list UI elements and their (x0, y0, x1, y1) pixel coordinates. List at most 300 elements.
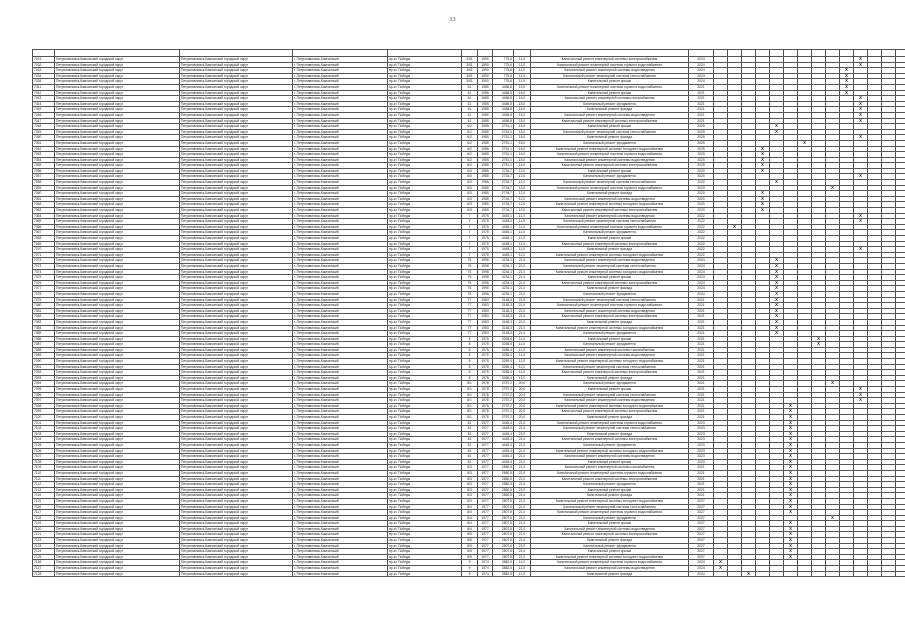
work-type-cell: Капитальный ремонт инженерной системы теплоснабжения (531, 392, 689, 398)
city-cell: г. Петропавловск-Камчатский (293, 409, 388, 415)
period-cell: 2024 (689, 269, 714, 275)
mark-cell: X (784, 470, 798, 476)
floors-cell: 11,0 (514, 342, 531, 348)
row-id-cell: 7103 (33, 431, 55, 437)
row-id-cell: 7064 (33, 213, 55, 219)
year-built-cell: 1975 (478, 336, 493, 342)
settlement-cell: Петропавловск-Камчатский городской округ (180, 409, 293, 415)
street-cell: пр-кт. Победы (388, 448, 462, 454)
period-cell: 2023 (689, 420, 714, 426)
column-header (180, 50, 293, 57)
street-cell: пр-кт. Победы (388, 163, 462, 169)
district-cell: Петропавловск-Камчатский городской округ (55, 566, 180, 572)
district-cell: Петропавловск-Камчатский городской округ (55, 168, 180, 174)
district-cell: Петропавловск-Камчатский городской округ (55, 448, 180, 454)
row-id-cell: 7124 (33, 549, 55, 555)
row-id-cell: 7106 (33, 448, 55, 454)
mark-cell: X (756, 208, 770, 214)
area-cell: 775,6 (493, 79, 514, 85)
column-header (531, 50, 689, 57)
settlement-cell: Петропавловск-Камчатский городской округ (180, 347, 293, 353)
house-number-cell: 7 (462, 241, 478, 247)
house-number-cell: 75 (462, 280, 478, 286)
period-cell: 2027 (689, 510, 714, 516)
work-type-cell: Капитальный ремонт инженерной системы теплоснабжения (531, 504, 689, 510)
mark-cell: X (770, 325, 784, 331)
district-cell: Петропавловск-Камчатский городской округ (55, 375, 180, 381)
settlement-cell: Петропавловск-Камчатский городской округ (180, 185, 293, 191)
house-number-cell: 61 (462, 112, 478, 118)
period-cell: 2021 (689, 398, 714, 404)
year-built-cell: 1985 (478, 174, 493, 180)
mark-cell: X (854, 96, 868, 102)
city-cell: г. Петропавловск-Камчатский (293, 448, 388, 454)
floors-cell: 21,0 (514, 454, 531, 460)
mark-cell: X (784, 532, 798, 538)
street-cell: пр-кт. Победы (388, 353, 462, 359)
period-cell: 2020 (689, 191, 714, 197)
row-id-cell: 7093 (33, 375, 55, 381)
year-built-cell: 1974 (478, 560, 493, 566)
mark-cell: X (770, 331, 784, 337)
mark-cell (770, 571, 784, 577)
street-cell: пр-кт. Победы (388, 515, 462, 521)
settlement-cell: Петропавловск-Камчатский городской округ (180, 370, 293, 376)
city-cell: г. Петропавловск-Камчатский (293, 196, 388, 202)
year-built-cell: 1977 (478, 470, 493, 476)
row-id-cell: 7098 (33, 403, 55, 409)
district-cell: Петропавловск-Камчатский городской округ (55, 219, 180, 225)
street-cell: пр-кт. Победы (388, 269, 462, 275)
column-header (840, 50, 854, 57)
settlement-cell: Петропавловск-Камчатский городской округ (180, 84, 293, 90)
column-header (55, 50, 180, 57)
house-number-cell: 8/5 (462, 554, 478, 560)
area-cell: 2807,6 (493, 521, 514, 527)
district-cell: Петропавловск-Камчатский городской округ (55, 571, 180, 577)
row-id-cell: 7125 (33, 554, 55, 560)
period-cell: 2027 (689, 532, 714, 538)
period-cell: 2024 (689, 280, 714, 286)
district-cell: Петропавловск-Камчатский городской округ (55, 347, 180, 353)
row-id-cell: 7059 (33, 185, 55, 191)
city-cell: г. Петропавловск-Камчатский (293, 510, 388, 516)
year-built-cell: 1998 (478, 269, 493, 275)
mark-cell: X (854, 387, 868, 393)
work-type-cell: Капитальный ремонт инженерной системы холодного водоснабжения (531, 269, 689, 275)
district-cell: Петропавловск-Камчатский городской округ (55, 157, 180, 163)
work-type-cell: Капитальный ремонт инженерной системы горячего водоснабжения (531, 224, 689, 230)
floors-cell: 21,0 (514, 291, 531, 297)
district-cell: Петропавловск-Камчатский городской округ (55, 526, 180, 532)
work-type-cell: Капитальный ремонт инженерной системы теплоснабжения (531, 73, 689, 79)
area-cell: 4234,1 (493, 275, 514, 281)
city-cell: г. Петропавловск-Камчатский (293, 342, 388, 348)
year-built-cell: 1975 (478, 359, 493, 365)
mark-cell: X (812, 336, 826, 342)
period-cell: 2021 (689, 325, 714, 331)
settlement-cell: Петропавловск-Камчатский городской округ (180, 403, 293, 409)
floors-cell: 21,0 (514, 487, 531, 493)
street-cell: пр-кт. Победы (388, 504, 462, 510)
settlement-cell: Петропавловск-Камчатский городской округ (180, 331, 293, 337)
period-cell: 2021 (689, 112, 714, 118)
floors-cell: 20,0 (514, 415, 531, 421)
mark-cell (826, 571, 840, 577)
area-cell: 2734,7 (493, 168, 514, 174)
settlement-cell: Петропавловск-Камчатский городской округ (180, 157, 293, 163)
district-cell: Петропавловск-Камчатский городской округ (55, 336, 180, 342)
floors-cell: 20,0 (514, 381, 531, 387)
area-cell: 4445,1 (493, 241, 514, 247)
area-cell: 4445,4 (493, 454, 514, 460)
area-cell: 2757,2 (493, 387, 514, 393)
period-cell: 2022 (689, 236, 714, 242)
mark-cell (882, 571, 896, 577)
street-cell: пр-кт. Победы (388, 532, 462, 538)
row-id-cell: 7069 (33, 241, 55, 247)
mark-cell: X (770, 275, 784, 281)
city-cell: г. Петропавловск-Камчатский (293, 437, 388, 443)
area-cell: 775,6 (493, 73, 514, 79)
row-id-cell: 7065 (33, 219, 55, 225)
period-cell: 2024 (689, 275, 714, 281)
floors-cell: 21,0 (514, 459, 531, 465)
district-cell: Петропавловск-Камчатский городской округ (55, 79, 180, 85)
floors-cell: 20,0 (514, 387, 531, 393)
row-id-cell: 7078 (33, 291, 55, 297)
district-cell: Петропавловск-Камчатский городской округ (55, 252, 180, 258)
row-id-cell: 7120 (33, 526, 55, 532)
period-cell: 2027 (689, 554, 714, 560)
city-cell: г. Петропавловск-Камчатский (293, 319, 388, 325)
year-built-cell: 1977 (478, 526, 493, 532)
district-cell: Петропавловск-Камчатский городской округ (55, 84, 180, 90)
mark-cell: X (784, 543, 798, 549)
city-cell: г. Петропавловск-Камчатский (293, 398, 388, 404)
row-id-cell: 7049 (33, 129, 55, 135)
area-cell: 2807,6 (493, 504, 514, 510)
city-cell: г. Петропавловск-Камчатский (293, 325, 388, 331)
mark-cell: X (770, 319, 784, 325)
work-type-cell: Капитальный ремонт инженерной системы электроснабжения (531, 476, 689, 482)
street-cell: пр-кт. Победы (388, 437, 462, 443)
street-cell: пр-кт. Победы (388, 415, 462, 421)
row-id-cell: 7082 (33, 314, 55, 320)
district-cell: Петропавловск-Камчатский городской округ (55, 213, 180, 219)
year-built-cell: 1983 (478, 331, 493, 337)
work-type-cell: Капитальный ремонт инженерной системы газоснабжения (531, 465, 689, 471)
period-cell: 2021 (689, 470, 714, 476)
period-cell: 2021 (689, 359, 714, 365)
area-cell: 3265,4 (493, 364, 514, 370)
district-cell: Петропавловск-Камчатский городской округ (55, 280, 180, 286)
city-cell: г. Петропавловск-Камчатский (293, 454, 388, 460)
district-cell: Петропавловск-Камчатский городской округ (55, 342, 180, 348)
floors-cell: 11,0 (514, 213, 531, 219)
row-id-cell: 7056 (33, 168, 55, 174)
city-cell: г. Петропавловск-Камчатский (293, 303, 388, 309)
mark-cell: X (770, 269, 784, 275)
street-cell: пр-кт. Победы (388, 258, 462, 264)
settlement-cell: Петропавловск-Камчатский городской округ (180, 482, 293, 488)
area-cell: 2850,5 (493, 476, 514, 482)
district-cell: Петропавловск-Камчатский городской округ (55, 129, 180, 135)
mark-cell: X (826, 381, 840, 387)
house-number-cell: 6/3 (462, 168, 478, 174)
house-number-cell: 3/б1 (462, 79, 478, 85)
floors-cell: 21,0 (514, 476, 531, 482)
mark-cell: X (784, 554, 798, 560)
year-built-cell: 1977 (478, 476, 493, 482)
district-cell: Петропавловск-Камчатский городской округ (55, 498, 180, 504)
street-cell: пр-кт. Победы (388, 208, 462, 214)
table-body (33, 57, 905, 577)
year-built-cell: 1977 (478, 431, 493, 437)
settlement-cell: Петропавловск-Камчатский городской округ (180, 493, 293, 499)
period-cell: 2021 (689, 487, 714, 493)
city-cell: г. Петропавловск-Камчатский (293, 364, 388, 370)
year-built-cell: 1975 (478, 236, 493, 242)
period-cell: 2022 (689, 230, 714, 236)
work-type-cell: Капитальный ремонт инженерной системы водоотведения (531, 112, 689, 118)
city-cell: г. Петропавловск-Камчатский (293, 515, 388, 521)
city-cell: г. Петропавловск-Камчатский (293, 219, 388, 225)
year-built-cell: 1975 (478, 342, 493, 348)
work-type-cell: Капитальный ремонт инженерной системы теплоснабжения (531, 129, 689, 135)
period-cell: 2023 (689, 442, 714, 448)
settlement-cell: Петропавловск-Камчатский городской округ (180, 152, 293, 158)
area-cell: 2751,1 (493, 135, 514, 141)
house-number-cell: 3/б1 (462, 57, 478, 63)
row-id-cell: 7127 (33, 566, 55, 572)
work-type-cell: Капитальный ремонт крыши (531, 79, 689, 85)
house-number-cell: 7 (462, 213, 478, 219)
floors-cell: 21,0 (514, 521, 531, 527)
floors-cell: 21,0 (514, 504, 531, 510)
settlement-cell: Петропавловск-Камчатский городской округ (180, 521, 293, 527)
district-cell: Петропавловск-Камчатский городской округ (55, 493, 180, 499)
district-cell: Петропавловск-Камчатский городской округ (55, 174, 180, 180)
area-cell: 3882,5 (493, 566, 514, 572)
city-cell: г. Петропавловск-Камчатский (293, 543, 388, 549)
house-number-cell: 61 (462, 101, 478, 107)
year-built-cell: 1977 (478, 448, 493, 454)
city-cell: г. Петропавловск-Камчатский (293, 118, 388, 124)
year-built-cell: 1977 (478, 437, 493, 443)
settlement-cell: Петропавловск-Камчатский городской округ (180, 258, 293, 264)
year-built-cell: 1977 (478, 549, 493, 555)
mark-cell: X (854, 219, 868, 225)
settlement-cell: Петропавловск-Камчатский городской округ (180, 196, 293, 202)
floors-cell: 21,0 (514, 258, 531, 264)
street-cell: пр-кт. Победы (388, 459, 462, 465)
period-cell: 2025 (689, 124, 714, 130)
city-cell: г. Петропавловск-Камчатский (293, 470, 388, 476)
work-type-cell: Капитальный ремонт инженерной системы теплоснабжения (531, 263, 689, 269)
settlement-cell: Петропавловск-Камчатский городской округ (180, 269, 293, 275)
house-number-cell: 7 (462, 230, 478, 236)
settlement-cell: Петропавловск-Камчатский городской округ (180, 146, 293, 152)
floors-cell: 21,0 (514, 543, 531, 549)
row-id-cell: 7094 (33, 381, 55, 387)
street-cell: пр-кт. Победы (388, 213, 462, 219)
city-cell: г. Петропавловск-Камчатский (293, 79, 388, 85)
house-number-cell: 6/2 (462, 146, 478, 152)
street-cell: пр-кт. Победы (388, 510, 462, 516)
city-cell: г. Петропавловск-Камчатский (293, 252, 388, 258)
district-cell: Петропавловск-Камчатский городской округ (55, 107, 180, 113)
street-cell: пр-кт. Победы (388, 482, 462, 488)
row-id-cell: 7032 (33, 62, 55, 68)
settlement-cell: Петропавловск-Камчатский городской округ (180, 90, 293, 96)
year-built-cell: 1990 (478, 73, 493, 79)
settlement-cell: Петропавловск-Камчатский городской округ (180, 515, 293, 521)
street-cell: пр-кт. Победы (388, 90, 462, 96)
work-type-cell: Капитальный ремонт инженерной системы теплоснабжения (531, 364, 689, 370)
period-cell: 2024 (689, 62, 714, 68)
area-cell: 2757,2 (493, 398, 514, 404)
year-built-cell: 1975 (478, 213, 493, 219)
row-id-cell: 7046 (33, 112, 55, 118)
column-header (478, 50, 493, 57)
floors-cell: 11,0 (514, 336, 531, 342)
floors-cell: 15,0 (514, 96, 531, 102)
area-cell: 3148,3 (493, 325, 514, 331)
mark-cell: X (784, 431, 798, 437)
year-built-cell: 1977 (478, 498, 493, 504)
work-type-cell: Капитальный ремонт фундамента (531, 331, 689, 337)
mark-cell: X (770, 291, 784, 297)
house-number-cell: 8/1 (462, 381, 478, 387)
area-cell: 4234,1 (493, 286, 514, 292)
settlement-cell: Петропавловск-Камчатский городской округ (180, 101, 293, 107)
floors-cell: 21,0 (514, 465, 531, 471)
house-number-cell: 6/3 (462, 185, 478, 191)
work-type-cell: Капитальный ремонт инженерной системы теплоснабжения (531, 426, 689, 432)
settlement-cell: Петропавловск-Камчатский городской округ (180, 526, 293, 532)
area-cell: 4445,4 (493, 426, 514, 432)
floors-cell: 12,0 (514, 191, 531, 197)
district-cell: Петропавловск-Камчатский городской округ (55, 325, 180, 331)
mark-cell: X (854, 62, 868, 68)
city-cell: г. Петропавловск-Камчатский (293, 263, 388, 269)
district-cell: Петропавловск-Камчатский городской округ (55, 90, 180, 96)
area-cell: 775,6 (493, 68, 514, 74)
floors-cell: 11,0 (514, 247, 531, 253)
work-type-cell: Капитальный ремонт фасада (531, 375, 689, 381)
year-built-cell: 1977 (478, 538, 493, 544)
row-id-cell: 7112 (33, 482, 55, 488)
area-cell: 2850,5 (493, 493, 514, 499)
work-type-cell: Капитальный ремонт инженерной системы холодного водоснабжения (531, 498, 689, 504)
area-cell: 2757,2 (493, 403, 514, 409)
table-row (33, 571, 905, 577)
year-built-cell: 1978 (478, 387, 493, 393)
column-header (728, 50, 742, 57)
settlement-cell: Петропавловск-Камчатский городской округ (180, 96, 293, 102)
period-cell: 2021 (689, 493, 714, 499)
floors-cell: 11,0 (514, 252, 531, 258)
city-cell: г. Петропавловск-Камчатский (293, 107, 388, 113)
row-id-cell: 7041 (33, 84, 55, 90)
period-cell: 2020 (689, 168, 714, 174)
settlement-cell: Петропавловск-Камчатский городской округ (180, 549, 293, 555)
row-id-cell: 7095 (33, 387, 55, 393)
settlement-cell: Петропавловск-Камчатский городской округ (180, 213, 293, 219)
house-number-cell: 75 (462, 291, 478, 297)
work-type-cell: Капитальный ремонт инженерной системы газоснабжения (531, 96, 689, 102)
area-cell: 4456,8 (493, 96, 514, 102)
work-type-cell: Капитальный ремонт инженерной системы электроснабжения (531, 409, 689, 415)
period-cell: 2027 (689, 538, 714, 544)
area-cell: 2850,5 (493, 487, 514, 493)
work-type-cell: Капитальный ремонт инженерной системы водоотведения (531, 526, 689, 532)
house-number-cell: 6/3 (462, 180, 478, 186)
settlement-cell: Петропавловск-Камчатский городской округ (180, 230, 293, 236)
settlement-cell: Петропавловск-Камчатский городской округ (180, 174, 293, 180)
area-cell: 4445,1 (493, 219, 514, 225)
period-cell: 2024 (689, 571, 714, 577)
mark-cell: X (784, 504, 798, 510)
period-cell: 2020 (689, 185, 714, 191)
area-cell: 2734,7 (493, 202, 514, 208)
floors-cell: 21,0 (514, 325, 531, 331)
column-header (798, 50, 812, 57)
period-cell: 2023 (689, 454, 714, 460)
area-cell: 2751,1 (493, 140, 514, 146)
street-cell: пр-кт. Победы (388, 124, 462, 130)
row-id-cell: 7097 (33, 398, 55, 404)
year-built-cell: 1977 (478, 487, 493, 493)
year-built-cell: 1985 (478, 118, 493, 124)
year-built-cell: 1975 (478, 230, 493, 236)
floors-cell: 15,0 (514, 101, 531, 107)
settlement-cell: Петропавловск-Камчатский городской округ (180, 442, 293, 448)
house-number-cell: 8/4 (462, 515, 478, 521)
floors-cell: 15,0 (514, 146, 531, 152)
work-type-cell: Капитальный ремонт фасада (531, 571, 689, 577)
area-cell: 4456,8 (493, 112, 514, 118)
work-type-cell: Капитальный ремонт крыши (531, 236, 689, 242)
row-id-cell: 7099 (33, 409, 55, 415)
period-cell: 2025 (689, 140, 714, 146)
house-number-cell: 8/1 (462, 398, 478, 404)
district-cell: Петропавловск-Камчатский городской округ (55, 454, 180, 460)
period-cell: 2024 (689, 560, 714, 566)
work-type-cell: Капитальный ремонт фасада (531, 493, 689, 499)
year-built-cell: 1990 (478, 62, 493, 68)
house-number-cell: 61 (462, 90, 478, 96)
house-number-cell: 7 (462, 219, 478, 225)
street-cell: пр-кт. Победы (388, 476, 462, 482)
row-id-cell: 7084 (33, 325, 55, 331)
district-cell: Петропавловск-Камчатский городской округ (55, 521, 180, 527)
city-cell: г. Петропавловск-Камчатский (293, 241, 388, 247)
mark-cell (812, 571, 826, 577)
settlement-cell: Петропавловск-Камчатский городской округ (180, 118, 293, 124)
settlement-cell: Петропавловск-Камчатский городской округ (180, 353, 293, 359)
district-cell: Петропавловск-Камчатский городской округ (55, 442, 180, 448)
district-cell: Петропавловск-Камчатский городской округ (55, 191, 180, 197)
year-built-cell: 1978 (478, 409, 493, 415)
work-type-cell: Капитальный ремонт крыши (531, 521, 689, 527)
floors-cell: 15,0 (514, 129, 531, 135)
district-cell: Петропавловск-Камчатский городской округ (55, 146, 180, 152)
district-cell: Петропавловск-Камчатский городской округ (55, 510, 180, 516)
mark-cell: X (770, 129, 784, 135)
year-built-cell: 1983 (478, 308, 493, 314)
